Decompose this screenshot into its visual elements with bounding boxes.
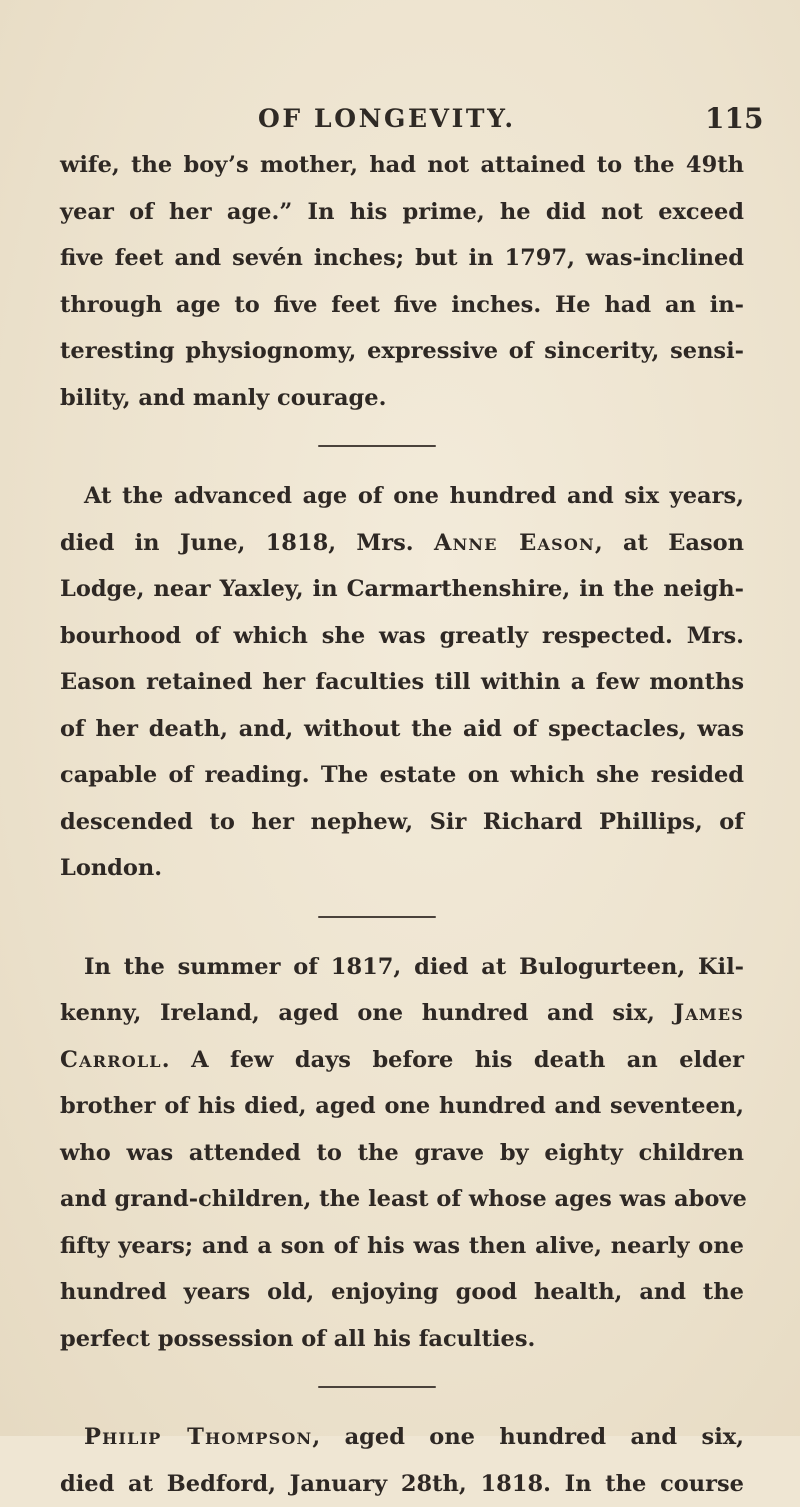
running-head	[0, 100, 800, 144]
text-line	[60, 1037, 744, 1084]
text-line: brother of his died, aged one hundred and seventeen,	[60, 1083, 744, 1130]
person-name: Carroll	[60, 1047, 162, 1073]
text-run: died in June, 1818, Mrs.	[60, 530, 434, 556]
text-line: died at Bedford, January 28th, 1818. In the course	[60, 1461, 744, 1507]
text-line: Lodge, near Yaxley, in Carmarthenshire, in the neigh-	[60, 566, 744, 613]
text-line: five feet and sevén inches; but in 1797, was-inclined	[60, 235, 744, 282]
divider-rule	[318, 1386, 436, 1388]
text-line: Eason retained her faculties till within a few months	[60, 659, 744, 706]
text-line: At the advanced age of one hundred and six years,	[60, 473, 744, 520]
text-line: wife, the boy’s mother, had not attained to the 49th	[60, 142, 744, 189]
section-divider	[60, 1362, 744, 1414]
section-divider	[60, 421, 744, 473]
section-divider	[60, 892, 744, 944]
text-line: who was attended to the grave by eighty children	[60, 1130, 744, 1177]
divider-rule	[318, 445, 436, 447]
text-line: descended to her nephew, Sir Richard Phillips, of	[60, 799, 744, 846]
text-line: hundred years old, enjoying good health, and the	[60, 1269, 744, 1316]
text-line: and grand-children, the least of whose ages was above	[60, 1176, 744, 1223]
person-name: James	[673, 1000, 744, 1026]
text-line: London.	[60, 845, 744, 892]
text-line: year of her age.” In his prime, he did not exceed	[60, 189, 744, 236]
text-line: capable of reading. The estate on which she resided	[60, 752, 744, 799]
text-line: bility, and manly courage.	[60, 375, 744, 422]
text-run: . A few days before his death an elder	[162, 1047, 744, 1073]
text-line	[60, 990, 744, 1037]
person-name: Philip Thompson	[84, 1424, 312, 1450]
text-run: , at Eason	[595, 530, 744, 556]
text-line: In the summer of 1817, died at Bulogurteen, Kil-	[60, 944, 744, 991]
person-name: Anne Eason	[434, 530, 595, 556]
page-number: 115	[705, 102, 763, 135]
paragraph-2	[60, 473, 744, 892]
text-line	[60, 520, 744, 567]
text-line	[60, 1414, 744, 1461]
text-line: bourhood of which she was greatly respected. Mrs.	[60, 613, 744, 660]
paragraph-3	[60, 944, 744, 1363]
text-line: of her death, and, without the aid of spectacles, was	[60, 706, 744, 753]
text-line: through age to five feet five inches. He had an in-	[60, 282, 744, 329]
text-run: , aged one hundred and six,	[312, 1424, 744, 1450]
text-line: teresting physiognomy, expressive of sincerity, sensi-	[60, 328, 744, 375]
paragraph-4	[60, 1414, 744, 1507]
divider-rule	[318, 916, 436, 918]
text-line: perfect possession of all his faculties.	[60, 1316, 744, 1363]
paragraph-1	[60, 142, 744, 421]
running-title: OF LONGEVITY.	[258, 104, 516, 133]
text-line: fifty years; and a son of his was then alive, nearly one	[60, 1223, 744, 1270]
body-text	[60, 142, 744, 1507]
text-run: kenny, Ireland, aged one hundred and six,	[60, 1000, 673, 1026]
